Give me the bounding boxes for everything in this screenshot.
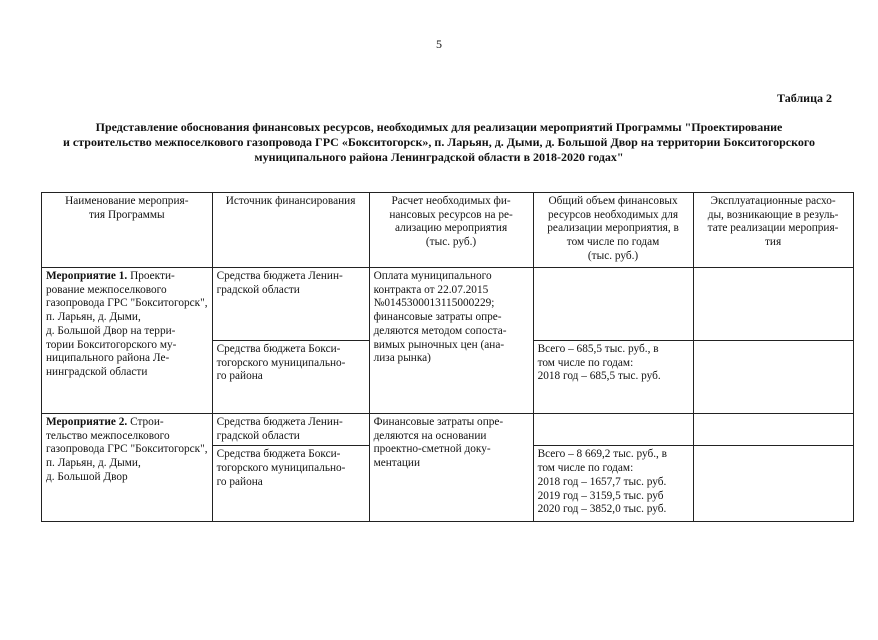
- event1-total-empty: [533, 268, 693, 341]
- event2-operating-empty: [693, 414, 853, 446]
- header-row: [42, 193, 854, 268]
- event2-name: Мероприятие 2. Строи- тельство межпоселкового газопровода ГРС "Бокситогорск", п. Ларьян, д. Дыми, д. Большой Двор: [42, 414, 213, 522]
- title-line: и строительство межпоселкового газопровода ГРС «Бокситогорск», п. Ларьян, д. Дыми, д. Большой Двор на территории Бокситогорского: [63, 135, 815, 149]
- event1-name: Мероприятие 1. Проекти- рование межпоселкового газопровода ГРС "Бокситогорск", п. Ларьян, д. Дыми, д. Большой Двор на терри- тории Бокситогорского му- ниципального района Ле- нинградской области: [42, 268, 213, 414]
- event1-label: Мероприятие 1.: [46, 270, 128, 282]
- event1-total: Всего – 685,5 тыс. руб., в том числе по годам: 2018 год – 685,5 тыс. руб.: [533, 341, 693, 414]
- event1-calculation: Оплата муниципального контракта от 22.07.2015 №0145300013115000229; финансовые затраты опре- деляются методом сопоста- вимых рыночных цен (ана- лиза рынка): [369, 268, 533, 414]
- header-calculation: Расчет необходимых фи- нансовых ресурсов на ре- ализацию мероприятия (тыс. руб.): [369, 193, 533, 268]
- financing-table: [41, 192, 854, 522]
- event1-operating-empty-2: [693, 341, 853, 414]
- header-operating-costs: Эксплуатационные расхо- ды, возникающие в резуль- тате реализации мероприя- тия: [693, 193, 853, 268]
- event2-operating-empty-2: [693, 446, 853, 522]
- title-line: муниципального района Ленинградской области в 2018-2020 годах": [254, 150, 624, 164]
- table-title: [30, 120, 848, 165]
- table-row: [42, 414, 854, 446]
- event1-operating-empty: [693, 268, 853, 341]
- header-total-volume: Общий объем финансовых ресурсов необходимых для реализации мероприятия, в том числе по годам (тыс. руб.): [533, 193, 693, 268]
- table-row: [42, 268, 854, 341]
- event2-label: Мероприятие 2.: [46, 416, 128, 428]
- title-line: Представление обоснования финансовых ресурсов, необходимых для реализации мероприятий Программы "Проектирование: [95, 120, 783, 134]
- table-label: Таблица 2: [777, 91, 832, 105]
- header-event-name: Наименование мероприя- тия Программы: [42, 193, 213, 268]
- header-funding-source: Источник финансирования: [212, 193, 369, 268]
- event2-total: Всего – 8 669,2 тыс. руб., в том числе по годам: 2018 год – 1657,7 тыс. руб. 2019 год – 3159,5 тыс. руб 2020 год – 3852,0 тыс. руб.: [533, 446, 693, 522]
- event2-source-municipal: Средства бюджета Бокси- тогорского муниципально- го района: [212, 446, 369, 522]
- event1-source-municipal: Средства бюджета Бокси- тогорского муниципально- го района: [212, 341, 369, 414]
- page-number: 5: [436, 37, 442, 51]
- event2-calculation: Финансовые затраты опре- деляются на основании проектно-сметной доку- ментации: [369, 414, 533, 522]
- event2-source-regional: Средства бюджета Ленин- градской области: [212, 414, 369, 446]
- event1-source-regional: Средства бюджета Ленин- градской области: [212, 268, 369, 341]
- event2-total-empty: [533, 414, 693, 446]
